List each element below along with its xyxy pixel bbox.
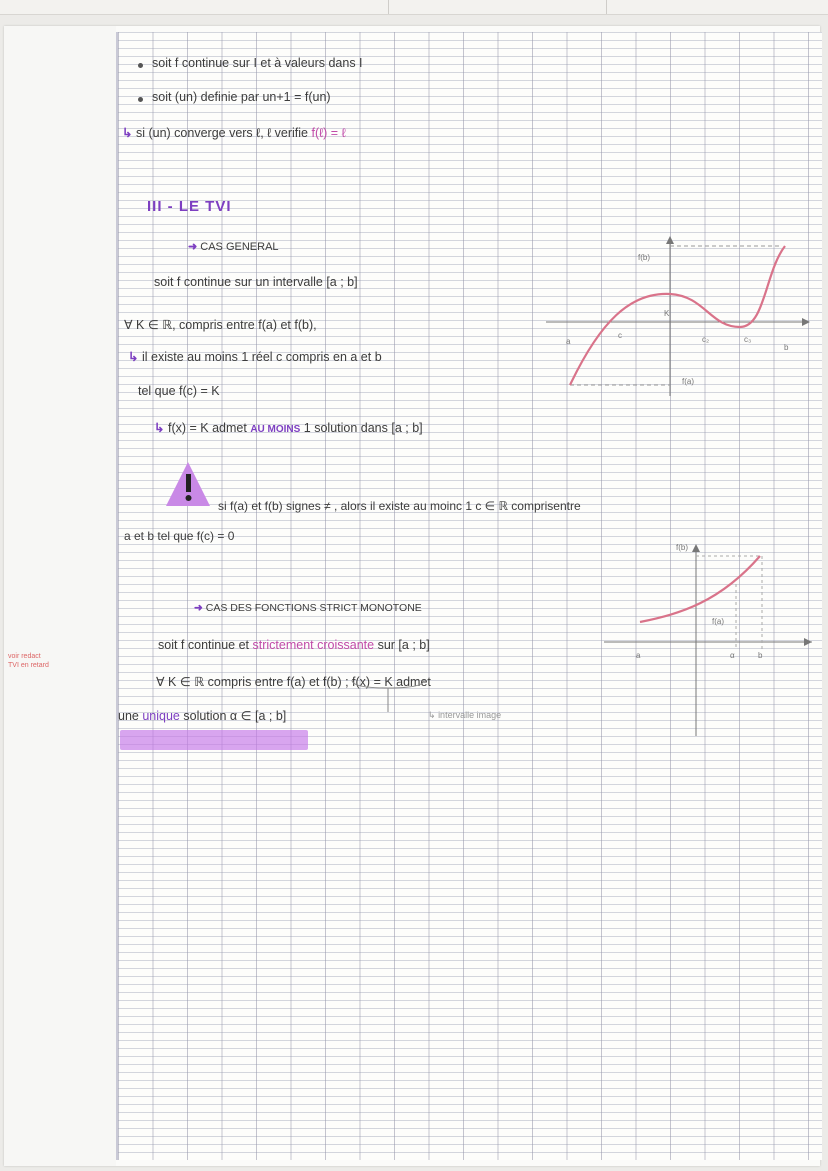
c-label: c <box>618 331 622 340</box>
conclusion-line <box>122 125 346 140</box>
heading-text: CAS DES FONCTIONS STRICT MONOTONE <box>205 602 422 614</box>
general-line <box>128 349 382 364</box>
x-axis-arrow <box>802 318 810 326</box>
bullet-dot <box>138 63 143 68</box>
monotone-line <box>158 638 430 652</box>
monotone-line-text: sur [a ; b] <box>377 638 430 652</box>
a-label: a <box>636 651 641 660</box>
bullet-text: soit f continue sur I et à valeurs dans I <box>152 56 363 70</box>
c-label: c₂ <box>702 335 710 344</box>
graph-monotone-case <box>600 540 818 740</box>
a-label: a <box>566 337 571 346</box>
b-label: b <box>784 343 789 352</box>
b-label: b <box>758 651 763 660</box>
left-margin <box>4 26 116 1166</box>
y-axis-arrow <box>666 236 674 244</box>
notebook-page <box>4 26 820 1166</box>
fb-label: f(b) <box>676 543 688 552</box>
section-title: III - LE TVI <box>147 198 232 215</box>
general-line-text: f(x) = K admet <box>167 421 247 435</box>
annotation-text: intervalle image <box>438 710 502 720</box>
page-tab <box>388 0 607 14</box>
x-axis-arrow <box>804 638 812 646</box>
arrow-right-icon: ➜ <box>188 241 198 253</box>
general-line: soit f continue sur un intervalle [a ; b] <box>154 275 358 289</box>
monotone-line-text: une <box>118 709 139 723</box>
subsection-heading <box>188 240 279 253</box>
monotone-line-text: solution α ∈ [a ; b] <box>183 709 287 723</box>
monotone-line: ∀ K ∈ ℝ compris entre f(a) et f(b) ; f(x) = K admet <box>156 675 431 689</box>
side-note <box>8 652 49 670</box>
fb-label: f(b) <box>638 253 650 262</box>
brace-annotation <box>348 676 428 716</box>
subsection-heading <box>194 602 422 614</box>
arrow-right-icon: ➜ <box>194 602 203 614</box>
emphasis-text: unique <box>142 709 180 723</box>
side-note-line: voir redact <box>8 653 41 660</box>
general-line: tel que f(c) = K <box>138 384 220 398</box>
warning-line: a et b tel que f(c) = 0 <box>124 529 235 543</box>
general-line <box>154 420 423 435</box>
graph-general-case <box>540 232 814 402</box>
fixed-point-equation: f(ℓ) = ℓ <box>311 126 346 140</box>
general-line-text: 1 solution dans [a ; b] <box>303 421 423 435</box>
warning-line: si f(a) et f(b) signes ≠ , alors il existe au moinc 1 c ∈ ℝ comprisentre <box>218 499 581 513</box>
brace-curve <box>352 680 424 688</box>
annotation <box>428 710 501 721</box>
k-label: K <box>664 309 670 318</box>
warning-mark <box>186 474 191 492</box>
conclusion-text: si (un) converge vers ℓ, ℓ verifie <box>135 126 308 140</box>
arrow-icon: ↳ <box>154 421 165 435</box>
emphasis-text: strictement croissante <box>252 638 375 652</box>
function-curve <box>570 246 785 385</box>
bullet-text: soit (un) definie par un+1 = f(un) <box>152 90 331 104</box>
general-line: ∀ K ∈ ℝ, compris entre f(a) et f(b), <box>124 318 317 332</box>
warning-icon <box>164 460 212 510</box>
bullet-dot <box>138 97 143 102</box>
arrow-icon: ↳ <box>428 710 436 720</box>
arrow-icon: ↳ <box>128 350 139 364</box>
alpha-label: α <box>730 651 735 660</box>
arrow-icon: ↳ <box>122 126 133 140</box>
y-axis-arrow <box>692 544 700 552</box>
warning-dot <box>186 495 192 501</box>
c-label: c₃ <box>744 335 752 344</box>
monotone-line <box>118 708 286 723</box>
monotone-line-text: soit f continue et <box>158 638 250 652</box>
highlighter-stroke <box>120 730 308 750</box>
heading-text: CAS GENERAL <box>200 241 279 253</box>
fa-label: f(a) <box>712 617 724 626</box>
page-tab <box>0 0 389 14</box>
top-strip <box>0 0 828 15</box>
side-note-line: TVI en retard <box>8 662 49 669</box>
general-line-text: il existe au moins 1 réel c compris en a et b <box>141 350 382 364</box>
fa-label: f(a) <box>682 377 694 386</box>
emphasis-text: AU MOINS <box>250 424 301 435</box>
monotone-curve <box>640 556 760 622</box>
